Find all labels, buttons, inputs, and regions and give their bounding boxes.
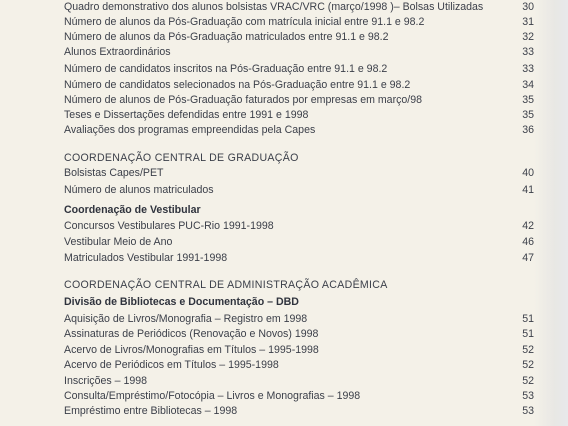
toc-entry-title: Acervo de Livros/Monografias em Títulos – 1995-1998 — [64, 344, 319, 356]
toc-page-number: 33 — [522, 46, 534, 58]
toc-row[interactable] — [64, 78, 534, 93]
toc-entry-title: Concursos Vestibulares PUC-Rio 1991-1998 — [64, 220, 274, 232]
toc-row[interactable] — [64, 389, 534, 404]
section-heading-administracao: COORDENAÇÃO CENTRAL DE ADMINISTRAÇÃO ACADÊMICA — [64, 279, 388, 291]
toc-page-number: 53 — [522, 390, 534, 402]
toc-page-number: 53 — [522, 405, 534, 417]
toc-entry-title: Número de alunos da Pós-Graduação matriculados entre 91.1 e 98.2 — [64, 31, 389, 43]
toc-entry-title: Assinaturas de Periódicos (Renovação e Novos) 1998 — [64, 328, 319, 340]
toc-entry-title: Número de candidatos selecionados na Pós-Graduação entre 91.1 e 98.2 — [64, 79, 411, 91]
toc-row[interactable] — [64, 30, 534, 45]
toc-page-number: 32 — [522, 31, 534, 43]
toc-page-number: 35 — [522, 109, 534, 121]
toc-entry-title: Acervo de Periódicos em Títulos – 1995-1998 — [64, 359, 279, 371]
toc-entry-title: Quadro demonstrativo dos alunos bolsistas VRAC/VRC (março/1998 )– Bolsas Utilizadas — [64, 1, 484, 13]
toc-row[interactable] — [64, 0, 534, 15]
toc-page-number: 31 — [522, 16, 534, 28]
toc-entry-title: Inscrições – 1998 — [64, 375, 148, 387]
toc-row[interactable] — [64, 312, 534, 327]
toc-row[interactable] — [64, 251, 534, 266]
subsection-heading-vestibular: Coordenação de Vestibular — [64, 204, 201, 216]
toc-page-number: 33 — [522, 63, 534, 75]
toc-row[interactable] — [64, 327, 534, 342]
toc-row[interactable] — [64, 62, 534, 77]
toc-row[interactable] — [64, 183, 534, 198]
toc-row[interactable] — [64, 235, 534, 250]
toc-row[interactable] — [64, 15, 534, 30]
toc-entry-title: Empréstimo entre Bibliotecas – 1998 — [64, 405, 238, 417]
toc-entry-title: Consulta/Empréstimo/Fotocópia – Livros e Monografias – 1998 — [64, 390, 361, 402]
toc-row[interactable] — [64, 45, 534, 60]
toc-page-number: 46 — [522, 236, 534, 248]
toc-entry-title: Número de alunos matriculados — [64, 184, 214, 196]
toc-entry-title: Avaliações dos programas empreendidas pela Capes — [64, 124, 316, 136]
toc-entry-title: Alunos Extraordinários — [64, 46, 171, 58]
toc-row[interactable] — [64, 404, 534, 419]
toc-page-number: 42 — [522, 220, 534, 232]
toc-page-number: 47 — [522, 252, 534, 264]
toc-page-number: 34 — [522, 79, 534, 91]
toc-page-number: 52 — [522, 359, 534, 371]
toc-entry-title: Bolsistas Capes/PET — [64, 167, 164, 179]
toc-row[interactable] — [64, 123, 534, 138]
toc-row[interactable] — [64, 108, 534, 123]
section-heading-graduacao: COORDENAÇÃO CENTRAL DE GRADUAÇÃO — [64, 152, 299, 164]
toc-page-number: 30 — [522, 1, 534, 13]
toc-row[interactable] — [64, 358, 534, 373]
toc-page-number: 40 — [522, 167, 534, 179]
toc-row[interactable] — [64, 219, 534, 234]
page-edge-shadow — [534, 0, 568, 426]
toc-row[interactable] — [64, 374, 534, 389]
toc-page-number: 35 — [522, 94, 534, 106]
toc-page-number: 51 — [522, 328, 534, 340]
toc-row[interactable] — [64, 343, 534, 358]
toc-entry-title: Número de candidatos inscritos na Pós-Graduação entre 91.1 e 98.2 — [64, 63, 388, 75]
toc-row[interactable] — [64, 166, 534, 181]
toc-page-number: 51 — [522, 313, 534, 325]
toc-page-number: 52 — [522, 375, 534, 387]
toc-entry-title: Número de alunos da Pós-Graduação com matrícula inicial entre 91.1 e 98.2 — [64, 16, 425, 28]
toc-row[interactable] — [64, 93, 534, 108]
toc-entry-title: Número de alunos de Pós-Graduação faturados por empresas em março/98 — [64, 94, 423, 106]
toc-page-number: 52 — [522, 344, 534, 356]
toc-entry-title: Aquisição de Livros/Monografia – Registro em 1998 — [64, 313, 308, 325]
toc-entry-title: Matriculados Vestibular 1991-1998 — [64, 252, 228, 264]
toc-page-number: 36 — [522, 124, 534, 136]
toc-page-number: 41 — [522, 184, 534, 196]
toc-entry-title: Teses e Dissertações defendidas entre 1991 e 1998 — [64, 109, 309, 121]
subsection-heading-dbd: Divisão de Bibliotecas e Documentação – DBD — [64, 296, 299, 308]
toc-entry-title: Vestibular Meio de Ano — [64, 236, 173, 248]
